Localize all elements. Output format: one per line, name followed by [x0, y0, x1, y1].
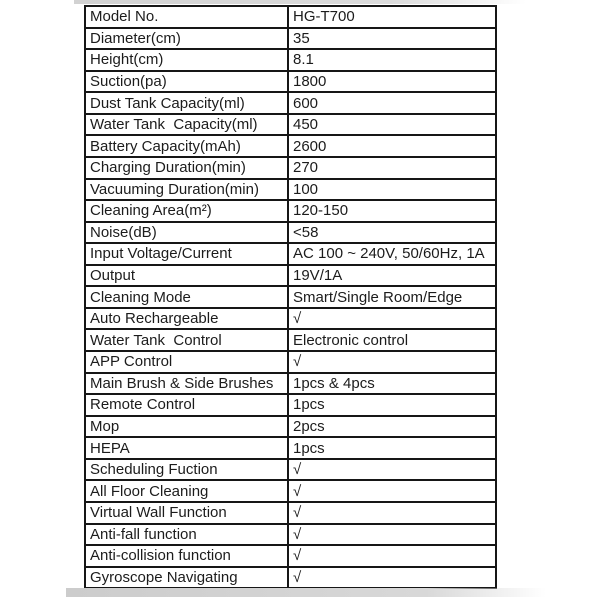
spec-value: 1pcs — [293, 396, 325, 414]
spec-label: Scheduling Fuction — [86, 460, 289, 480]
table-row — [86, 72, 495, 94]
spec-label: Water Tank Control — [86, 330, 289, 350]
spec-value: 100 — [293, 180, 319, 198]
table-row — [86, 330, 495, 352]
spec-label: Noise(dB) — [86, 223, 289, 243]
spec-value: <58 — [293, 223, 319, 241]
table-row — [86, 417, 495, 439]
spec-value: 1800 — [293, 72, 327, 90]
table-row — [86, 136, 495, 158]
spec-label: Mop — [86, 417, 289, 437]
spec-label: HEPA — [86, 438, 289, 458]
spec-value: 270 — [293, 159, 319, 177]
spec-label: Cleaning Area(m²) — [86, 201, 289, 221]
table-row — [86, 180, 495, 202]
table-row — [86, 223, 495, 245]
table-row — [86, 158, 495, 180]
spec-label: Gyroscope Navigating — [86, 568, 289, 588]
spec-label: All Floor Cleaning — [86, 481, 289, 501]
spec-value: 1pcs — [293, 439, 325, 457]
spec-value: 120-150 — [293, 202, 349, 220]
table-row — [86, 50, 495, 72]
table-row — [86, 546, 495, 568]
table-row — [86, 201, 495, 223]
top-shadow-band — [74, 0, 526, 4]
table-row — [86, 460, 495, 482]
spec-label: Charging Duration(min) — [86, 158, 289, 178]
spec-value: √ — [293, 547, 302, 565]
spec-label: Virtual Wall Function — [86, 503, 289, 523]
table-row — [86, 481, 495, 503]
spec-label: Diameter(cm) — [86, 29, 289, 49]
spec-label: Anti-collision function — [86, 546, 289, 566]
spec-value: √ — [293, 568, 302, 586]
spec-value: √ — [293, 482, 302, 500]
spec-value: √ — [293, 310, 302, 328]
spec-value: √ — [293, 525, 302, 543]
spec-value: √ — [293, 461, 302, 479]
bottom-shadow-band — [66, 588, 546, 597]
spec-value: 450 — [293, 116, 319, 134]
spec-value: 19V/1A — [293, 267, 343, 285]
spec-value: Smart/Single Room/Edge — [293, 288, 463, 306]
spec-label: Main Brush & Side Brushes — [86, 374, 289, 394]
spec-label: Vacuuming Duration(min) — [86, 180, 289, 200]
spec-label: Model No. — [86, 7, 289, 27]
spec-label: Auto Rechargeable — [86, 309, 289, 329]
spec-label: Input Voltage/Current — [86, 244, 289, 264]
table-row — [86, 374, 495, 396]
spec-value: AC 100 ~ 240V, 50/60Hz, 1A — [293, 245, 485, 263]
spec-value: √ — [293, 504, 302, 522]
table-row — [86, 266, 495, 288]
spec-value: 35 — [293, 29, 310, 47]
spec-label: Remote Control — [86, 395, 289, 415]
table-row — [86, 438, 495, 460]
table-row — [86, 395, 495, 417]
spec-value: 2600 — [293, 137, 327, 155]
table-row — [86, 29, 495, 51]
spec-label: Battery Capacity(mAh) — [86, 136, 289, 156]
spec-label: Cleaning Mode — [86, 287, 289, 307]
spec-value: 2pcs — [293, 417, 325, 435]
table-row — [86, 93, 495, 115]
spec-label: Anti-fall function — [86, 525, 289, 545]
spec-value: Electronic control — [293, 331, 409, 349]
table-row — [86, 287, 495, 309]
spec-value: 600 — [293, 94, 319, 112]
spec-label: Height(cm) — [86, 50, 289, 70]
table-row — [86, 115, 495, 137]
spec-table — [84, 5, 497, 589]
spec-label: APP Control — [86, 352, 289, 372]
spec-value: 1pcs & 4pcs — [293, 374, 375, 392]
spec-value: 8.1 — [293, 51, 314, 69]
spec-label: Output — [86, 266, 289, 286]
table-row — [86, 525, 495, 547]
table-row — [86, 568, 495, 588]
table-row — [86, 309, 495, 331]
spec-label: Suction(pa) — [86, 72, 289, 92]
spec-label: Dust Tank Capacity(ml) — [86, 93, 289, 113]
table-row — [86, 244, 495, 266]
spec-value: √ — [293, 353, 302, 371]
table-row — [86, 503, 495, 525]
table-row — [86, 352, 495, 374]
spec-value: HG-T700 — [293, 8, 355, 26]
spec-label: Water Tank Capacity(ml) — [86, 115, 289, 135]
table-row — [86, 7, 495, 29]
